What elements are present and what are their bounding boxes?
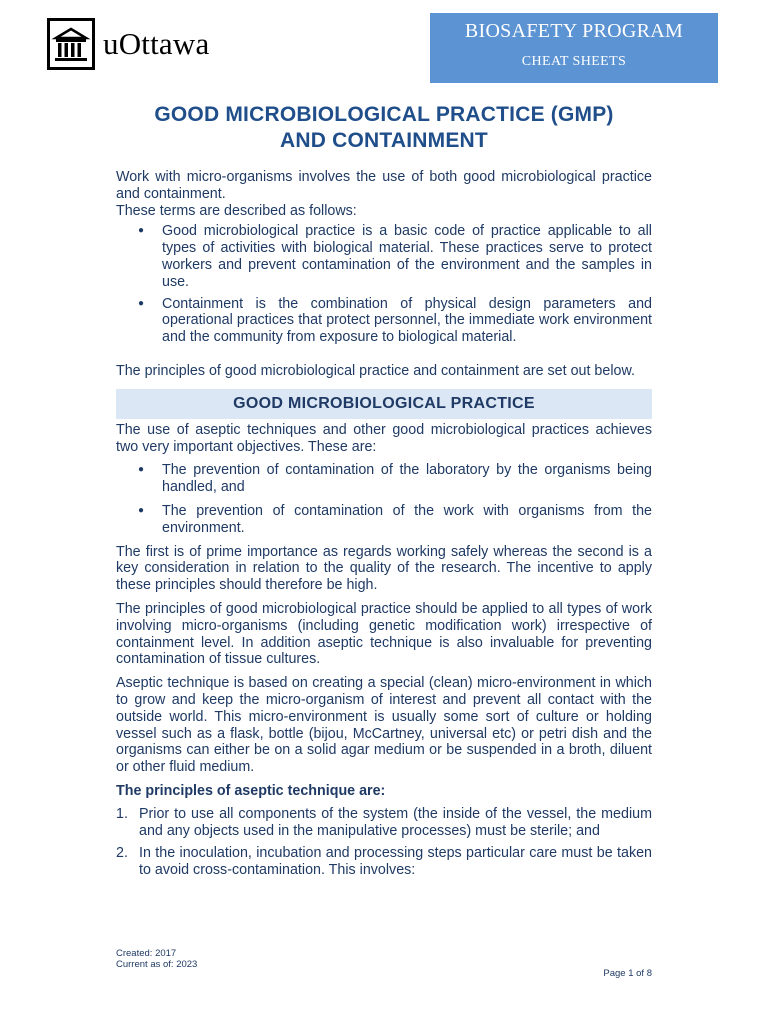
- body-paragraph: The principles of good microbiological practice should be applied to all types of work involving micro-organisms (including genetic modification work) irrespective of containment level. In addition aseptic technique is also invaluable for preventing contamination of tissue cultures.: [116, 600, 652, 668]
- logo-text: uOttawa: [103, 26, 210, 61]
- banner-subtitle: CHEAT SHEETS: [521, 54, 627, 69]
- footer-dates: [116, 948, 197, 970]
- list-item: ● The prevention of contamination of the laboratory by the organisms being handled, and: [138, 462, 652, 496]
- bullet-icon: ●: [138, 225, 145, 237]
- body-paragraph: The use of aseptic techniques and other good microbiological practices achieves two very important objectives. These are:: [116, 421, 652, 455]
- intro-paragraph: Work with micro-organisms involves the use of both good microbiological practice and containment.: [116, 169, 652, 202]
- body-paragraph: Aseptic technique is based on creating a special (clean) micro-environment in which to grow and keep the micro-organism of interest and prevent all contact with the outside world. This micro-environment is usually some sort of culture or holding vessel such as a flask, bottle (bijou, McCartney, universal etc) or petri dish and the organisms can either be on a solid agar medium or be suspended in a broth, diluent or other fluid medium.: [116, 675, 652, 776]
- intro-paragraph: The principles of good microbiological practice and containment are set out below.: [116, 362, 635, 379]
- uottawa-logo: [47, 18, 209, 70]
- title-line-2: AND CONTAINMENT: [280, 129, 488, 152]
- document-body: [116, 102, 652, 879]
- title-line-1: GOOD MICROBIOLOGICAL PRACTICE (GMP): [154, 103, 614, 126]
- program-banner: [430, 13, 718, 83]
- bullet-icon: ●: [138, 297, 145, 309]
- list-item: 2. In the inoculation, incubation and processing steps particular care must be taken to avoid cross-contamination. This involves:: [116, 845, 652, 879]
- definitions-list: [116, 223, 652, 346]
- list-item: ● The prevention of contamination of the work with organisms from the environment.: [138, 502, 652, 536]
- intro-paragraph: These terms are described as follows:: [116, 202, 357, 219]
- list-item: ● Good microbiological practice is a basic code of practice applicable to all types of activities with biological material. These practices serve to protect workers and prevent contamination of the environment and the samples in use.: [138, 223, 652, 290]
- banner-title: BIOSAFETY PROGRAM: [464, 20, 684, 42]
- current-date: Current as of: 2023: [116, 959, 198, 970]
- list-item: 1. Prior to use all components of the system (the inside of the vessel, the medium and any objects used in the manipulative processes) must be sterile; and: [116, 805, 652, 839]
- created-date: Created: 2017: [116, 948, 177, 959]
- principles-list: [116, 806, 652, 879]
- section-heading: GOOD MICROBIOLOGICAL PRACTICE: [116, 389, 652, 419]
- body-paragraph: The first is of prime importance as regards working safely whereas the second is a key consideration in relation to the quality of the research. The incentive to apply these principles should therefore be high.: [116, 543, 652, 594]
- subheading: The principles of aseptic technique are:: [116, 782, 386, 799]
- objectives-list: [116, 462, 652, 536]
- page-number: Page 1 of 8: [603, 968, 652, 979]
- page-title: [116, 102, 652, 154]
- bullet-icon: ●: [138, 504, 145, 516]
- bullet-icon: ●: [138, 464, 145, 476]
- university-building-icon: [47, 18, 95, 70]
- list-item: ● Containment is the combination of physical design parameters and operational practices that protect personnel, the immediate work environment and the community from exposure to biological material.: [138, 295, 652, 346]
